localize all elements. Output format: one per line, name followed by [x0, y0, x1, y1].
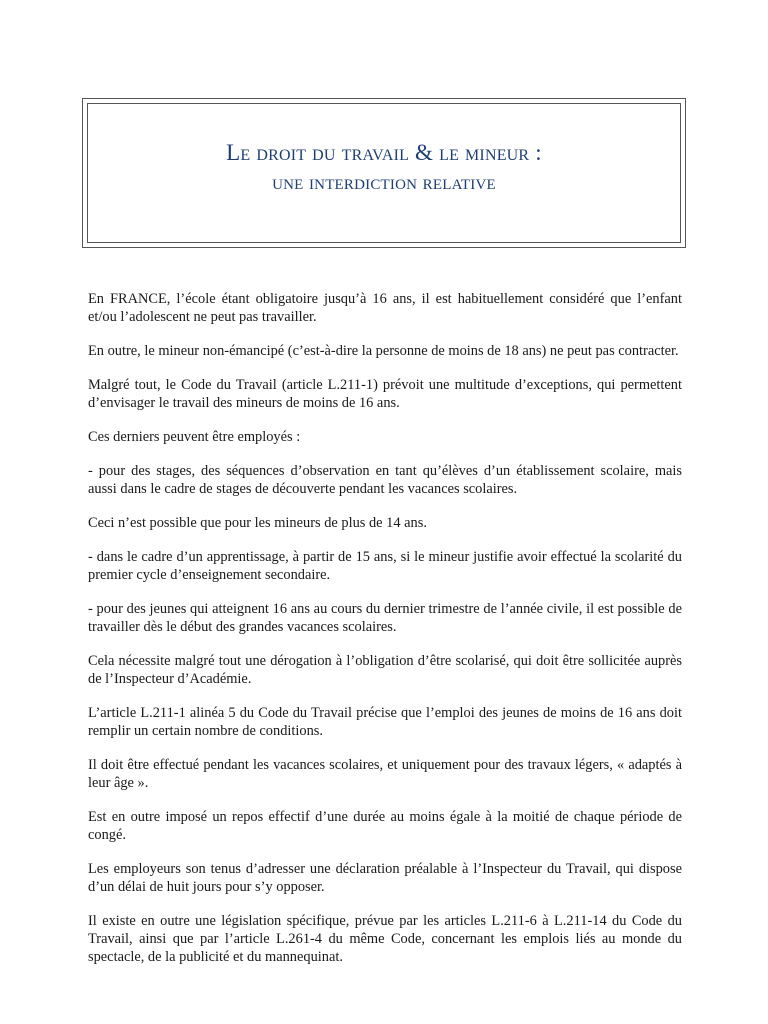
- paragraph: Les employeurs son tenus d’adresser une déclaration préalable à l’Inspecteur du Travail, qui dispose d’un délai de huit jours pour s’y opposer.: [88, 861, 682, 895]
- document-subtitle: une interdiction relative: [272, 170, 496, 194]
- document-title: Le droit du travail & le mineur :: [226, 140, 542, 165]
- document-body: [88, 290, 682, 982]
- list-paragraph: - pour des stages, des séquences d’observation en tant qu’élèves d’un établissement scolaire, mais aussi dans le cadre de stages de découverte pendant les vacances scolaires.: [88, 463, 682, 497]
- paragraph: L’article L.211-1 alinéa 5 du Code du Travail précise que l’emploi des jeunes de moins de 16 ans doit remplir un certain nombre de conditions.: [88, 705, 682, 739]
- paragraph: Cela nécessite malgré tout une dérogation à l’obligation d’être scolarisé, qui doit être sollicitée auprès de l’Inspecteur d’Académie.: [88, 653, 682, 687]
- paragraph: Ceci n’est possible que pour les mineurs de plus de 14 ans.: [88, 515, 427, 531]
- paragraph: Ces derniers peuvent être employés :: [88, 429, 301, 445]
- paragraph: En outre, le mineur non-émancipé (c’est-à-dire la personne de moins de 18 ans) ne peut pas contracter.: [88, 343, 679, 359]
- paragraph: Malgré tout, le Code du Travail (article L.211-1) prévoit une multitude d’exceptions, qui permettent d’envisager le travail des mineurs de moins de 16 ans.: [88, 377, 682, 411]
- title-box: [82, 98, 686, 248]
- paragraph: Est en outre imposé un repos effectif d’une durée au moins égale à la moitié de chaque période de congé.: [88, 809, 682, 843]
- list-paragraph: - dans le cadre d’un apprentissage, à partir de 15 ans, si le mineur justifie avoir effectué la scolarité du premier cycle d’enseignement secondaire.: [88, 549, 682, 583]
- paragraph: Il doit être effectué pendant les vacances scolaires, et uniquement pour des travaux légers, « adaptés à leur âge ».: [88, 757, 682, 791]
- paragraph: Il existe en outre une législation spécifique, prévue par les articles L.211-6 à L.211-14 du Code du Travail, ainsi que par l’article L.261-4 du même Code, concernant les emplois liés au monde du spectacle, de la publicité et du mannequinat.: [88, 913, 682, 965]
- list-paragraph: - pour des jeunes qui atteignent 16 ans au cours du dernier trimestre de l’année civile, il est possible de travailler dès le début des grandes vacances scolaires.: [88, 601, 682, 635]
- title-box-inner-border: [87, 103, 681, 243]
- paragraph: En FRANCE, l’école étant obligatoire jusqu’à 16 ans, il est habituellement considéré que l’enfant et/ou l’adolescent ne peut pas travailler.: [88, 291, 682, 325]
